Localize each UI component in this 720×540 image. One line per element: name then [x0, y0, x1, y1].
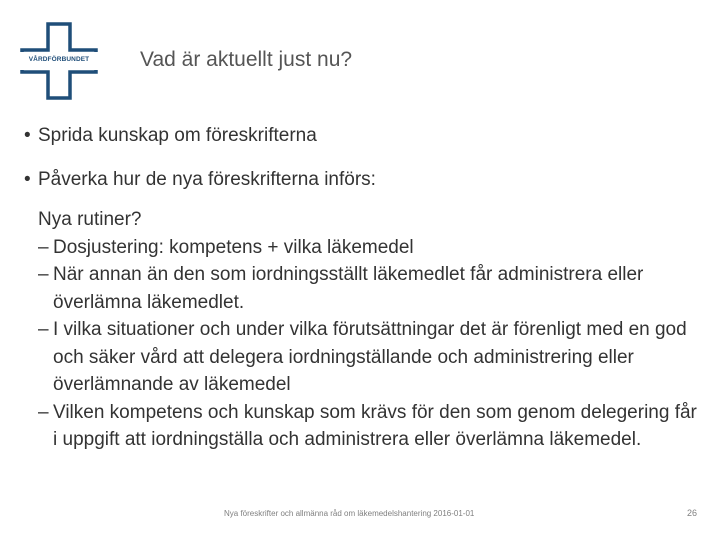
bullet-item: [24, 168, 376, 192]
bullet-symbol: •: [24, 169, 31, 190]
dash-symbol: –: [38, 236, 49, 258]
sub-list-item: [38, 316, 698, 399]
bullet-list: [24, 124, 376, 192]
slide-title: Vad är aktuellt just nu?: [140, 48, 353, 71]
footer-text: Nya föreskrifter och allmänna råd om läkemedelshantering 2016-01-01: [224, 509, 475, 518]
dash-symbol: –: [38, 264, 49, 285]
sub-list-item: [38, 234, 698, 262]
dash-symbol: –: [38, 319, 49, 340]
page-number: 26: [687, 508, 698, 518]
sub-heading: Nya rutiner?: [38, 209, 142, 230]
bullet-text: Sprida kunskap om föreskrifterna: [38, 125, 317, 146]
sub-item-text: I vilka situationer och under vilka förutsättningar det är förenligt med en god och säker vård att delegera iordningställande och administrering eller överlämnande av läkemedel: [53, 319, 687, 395]
sub-item-text: När annan än den som iordningsställt läkemedlet får administrera eller överlämna läkemedlet.: [53, 264, 644, 313]
sub-section: [38, 206, 698, 454]
bullet-item: [24, 124, 376, 148]
logo-text: VÅRDFÖRBUNDET: [28, 56, 90, 63]
bullet-text: Påverka hur de nya föreskrifterna införs:: [38, 169, 376, 190]
sub-item-text: Dosjustering: kompetens + vilka läkemedel: [53, 236, 414, 258]
dash-symbol: –: [38, 401, 49, 423]
sub-list-item: [38, 399, 698, 454]
vardforbundet-logo: [20, 22, 98, 100]
sub-list-item: [38, 261, 698, 316]
bullet-symbol: •: [24, 125, 31, 146]
sub-item-text: Vilken kompetens och kunskap som krävs för den som genom delegering får i uppgift att iordningställa och administrera eller överlämna läkemedel.: [53, 401, 697, 450]
